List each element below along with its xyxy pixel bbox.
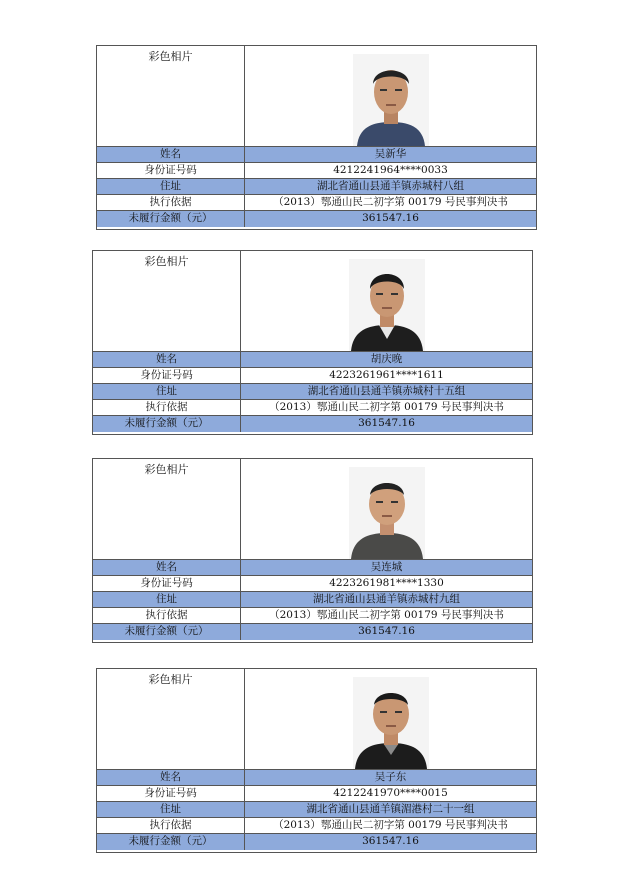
id-value: 4212241970****0015 — [333, 787, 448, 799]
photo-label: 彩色相片 — [97, 669, 245, 769]
address-row — [93, 384, 532, 400]
amount-value: 361547.16 — [358, 625, 415, 637]
basis-row — [97, 818, 536, 834]
id-value: 4223261981****1330 — [329, 577, 444, 589]
id-label: 身份证号码 — [97, 786, 245, 801]
basis-label: 执行依据 — [97, 195, 245, 210]
debtor-card — [92, 250, 533, 435]
photo-box — [245, 669, 536, 769]
name-value: 吴连城 — [370, 561, 403, 573]
basis-label: 执行依据 — [97, 818, 245, 833]
photo-row — [93, 251, 532, 352]
address-row — [97, 802, 536, 818]
id-value: 4223261961****1611 — [329, 369, 444, 381]
photo-row — [97, 46, 536, 147]
person-photo-icon — [353, 677, 429, 769]
id-label: 身份证号码 — [93, 576, 241, 591]
address-row — [97, 179, 536, 195]
basis-value: （2013）鄂通山民二初字第 00179 号民事判决书 — [269, 401, 504, 413]
name-row — [93, 560, 532, 576]
photo-box — [241, 459, 532, 559]
name-value: 吴新华 — [374, 148, 407, 160]
amount-row — [97, 834, 536, 850]
name-value: 吴子东 — [374, 771, 407, 783]
name-label: 姓名 — [97, 770, 245, 785]
address-value: 湖北省通山县通羊镇赤城村十五组 — [307, 385, 466, 397]
name-row — [97, 147, 536, 163]
amount-label: 未履行金额（元） — [97, 211, 245, 227]
id-value: 4212241964****0033 — [333, 164, 448, 176]
debtor-card — [92, 458, 533, 643]
person-photo-icon — [353, 54, 429, 146]
debtor-card — [96, 45, 537, 230]
amount-value: 361547.16 — [358, 417, 415, 429]
basis-label: 执行依据 — [93, 400, 241, 415]
name-row — [93, 352, 532, 368]
address-value: 湖北省通山县通羊镇湄港村二十一组 — [306, 803, 475, 815]
basis-row — [93, 400, 532, 416]
address-label: 住址 — [97, 179, 245, 194]
amount-label: 未履行金额（元） — [97, 834, 245, 850]
id-label: 身份证号码 — [97, 163, 245, 178]
id-label: 身份证号码 — [93, 368, 241, 383]
name-label: 姓名 — [93, 560, 241, 575]
id-row — [93, 368, 532, 384]
address-label: 住址 — [97, 802, 245, 817]
amount-label: 未履行金额（元） — [93, 624, 241, 640]
photo-box — [245, 46, 536, 146]
amount-value: 361547.16 — [362, 212, 419, 224]
basis-value: （2013）鄂通山民二初字第 00179 号民事判决书 — [273, 819, 508, 831]
basis-value: （2013）鄂通山民二初字第 00179 号民事判决书 — [269, 609, 504, 621]
basis-row — [97, 195, 536, 211]
basis-row — [93, 608, 532, 624]
name-value: 胡庆晚 — [370, 353, 403, 365]
debtor-card — [96, 668, 537, 853]
name-label: 姓名 — [93, 352, 241, 367]
amount-label: 未履行金额（元） — [93, 416, 241, 432]
amount-value: 361547.16 — [362, 835, 419, 847]
person-photo-icon — [349, 259, 425, 351]
amount-row — [93, 624, 532, 640]
photo-label: 彩色相片 — [93, 251, 241, 351]
photo-box — [241, 251, 532, 351]
address-row — [93, 592, 532, 608]
photo-label: 彩色相片 — [93, 459, 241, 559]
address-label: 住址 — [93, 592, 241, 607]
name-label: 姓名 — [97, 147, 245, 162]
photo-label: 彩色相片 — [97, 46, 245, 146]
id-row — [97, 786, 536, 802]
address-label: 住址 — [93, 384, 241, 399]
amount-row — [97, 211, 536, 227]
id-row — [97, 163, 536, 179]
person-photo-icon — [349, 467, 425, 559]
address-value: 湖北省通山县通羊镇赤城村九组 — [313, 593, 460, 605]
photo-row — [97, 669, 536, 770]
photo-row — [93, 459, 532, 560]
basis-value: （2013）鄂通山民二初字第 00179 号民事判决书 — [273, 196, 508, 208]
amount-row — [93, 416, 532, 432]
id-row — [93, 576, 532, 592]
address-value: 湖北省通山县通羊镇赤城村八组 — [317, 180, 464, 192]
basis-label: 执行依据 — [93, 608, 241, 623]
name-row — [97, 770, 536, 786]
